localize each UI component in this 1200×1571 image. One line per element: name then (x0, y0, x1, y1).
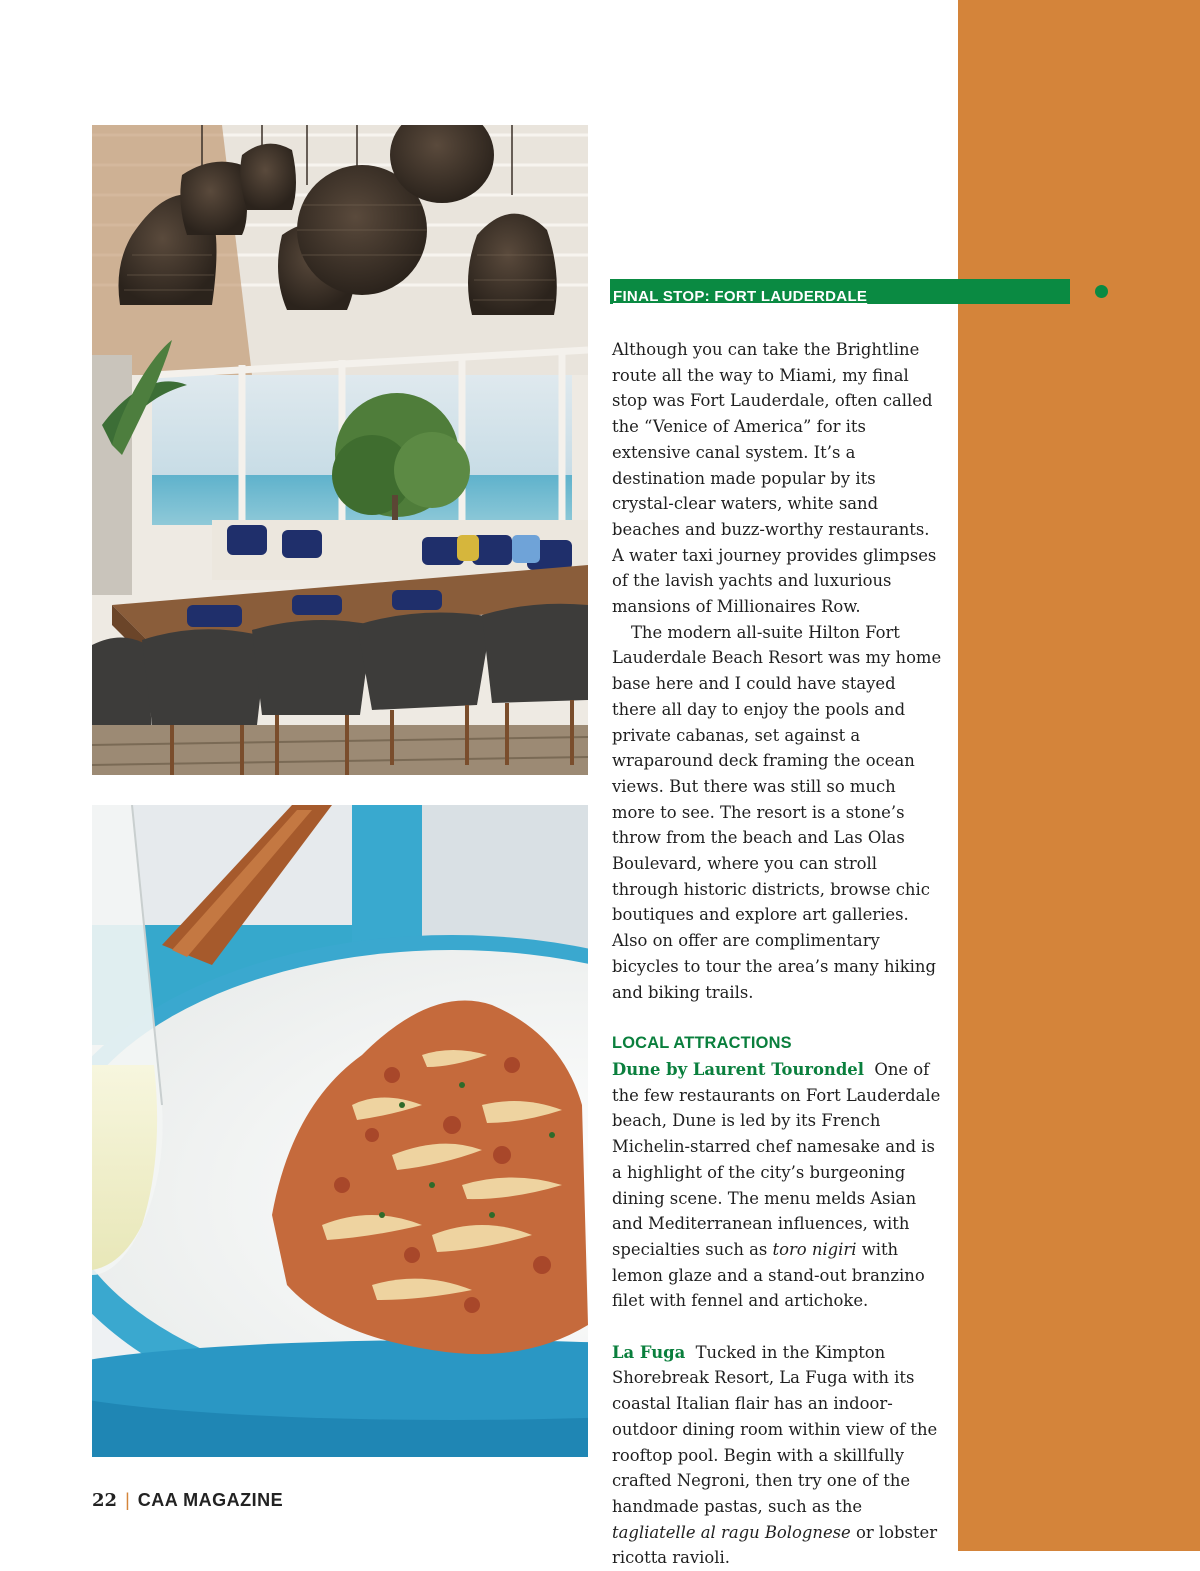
page-number: 22 (92, 1490, 118, 1511)
footer-separator: | (125, 1490, 130, 1510)
intro-paragraph-2: The modern all-suite Hilton Fort Lauderdale Beach Resort was my home base here and I could have stayed there all day to enjoy the pools and private cabanas, set against a wraparound deck framing the ocean views. But there was still so much more to see. The resort is a stone’s throw from the beach and Las Olas Boulevard, where you can stroll through historic districts, browse chic boutiques and explore art galleries. Also on offer are complimentary bicycles to tour the area’s many hiking and biking trails. (612, 622, 942, 1002)
attraction-text: One of the few restaurants on Fort Lauderdale beach, Dune is led by its French Michelin-starred chef namesake and is a highlight of the city’s burgeoning dining scene. The menu melds Asian and Mediterranean influences, with specialties such as (612, 1059, 941, 1259)
pasta-dish-photo (92, 805, 588, 1457)
page-footer (92, 1490, 283, 1511)
attraction-name: Dune by Laurent Tourondel (612, 1059, 864, 1079)
attraction-text-end: or lobster ricotta ravioli. (612, 1522, 938, 1568)
section-title: FINAL STOP: FORT LAUDERDALE (613, 288, 868, 304)
orange-side-band (958, 0, 1200, 1551)
attraction-name: La Fuga (612, 1342, 686, 1362)
section-title-bar (610, 279, 1070, 304)
local-attractions-heading: LOCAL ATTRACTIONS (612, 1034, 792, 1053)
restaurant-interior-photo (92, 125, 588, 775)
section-bar-dot (1095, 285, 1108, 298)
attraction-la-fuga (612, 1340, 942, 1571)
attraction-text: Tucked in the Kimpton Shorebreak Resort, La Fuga with its coastal Italian flair has an indoor-outdoor dining room within view of the rooftop pool. Begin with a skillfully crafted Negroni, then try one of the handmade pastas, such as the (612, 1342, 938, 1516)
article-column (612, 337, 942, 1571)
attraction-text-end: with lemon glaze and a stand-out branzino filet with fennel and artichoke. (612, 1239, 925, 1311)
magazine-name: CAA MAGAZINE (137, 1490, 284, 1510)
attraction-dune (612, 1057, 942, 1314)
intro-paragraph-1: Although you can take the Brightline route all the way to Miami, my final stop was Fort Lauderdale, often called the “Venice of America” for its extensive canal system. It’s a destination made popular by its crystal-clear waters, white sand beaches and buzz-worthy restaurants. A water taxi journey provides glimpses of the lavish yachts and luxurious mansions of Millionaires Row. (612, 340, 937, 617)
attraction-italic: toro nigiri (772, 1239, 857, 1259)
attraction-italic: tagliatelle al ragu Bolognese (612, 1522, 851, 1542)
